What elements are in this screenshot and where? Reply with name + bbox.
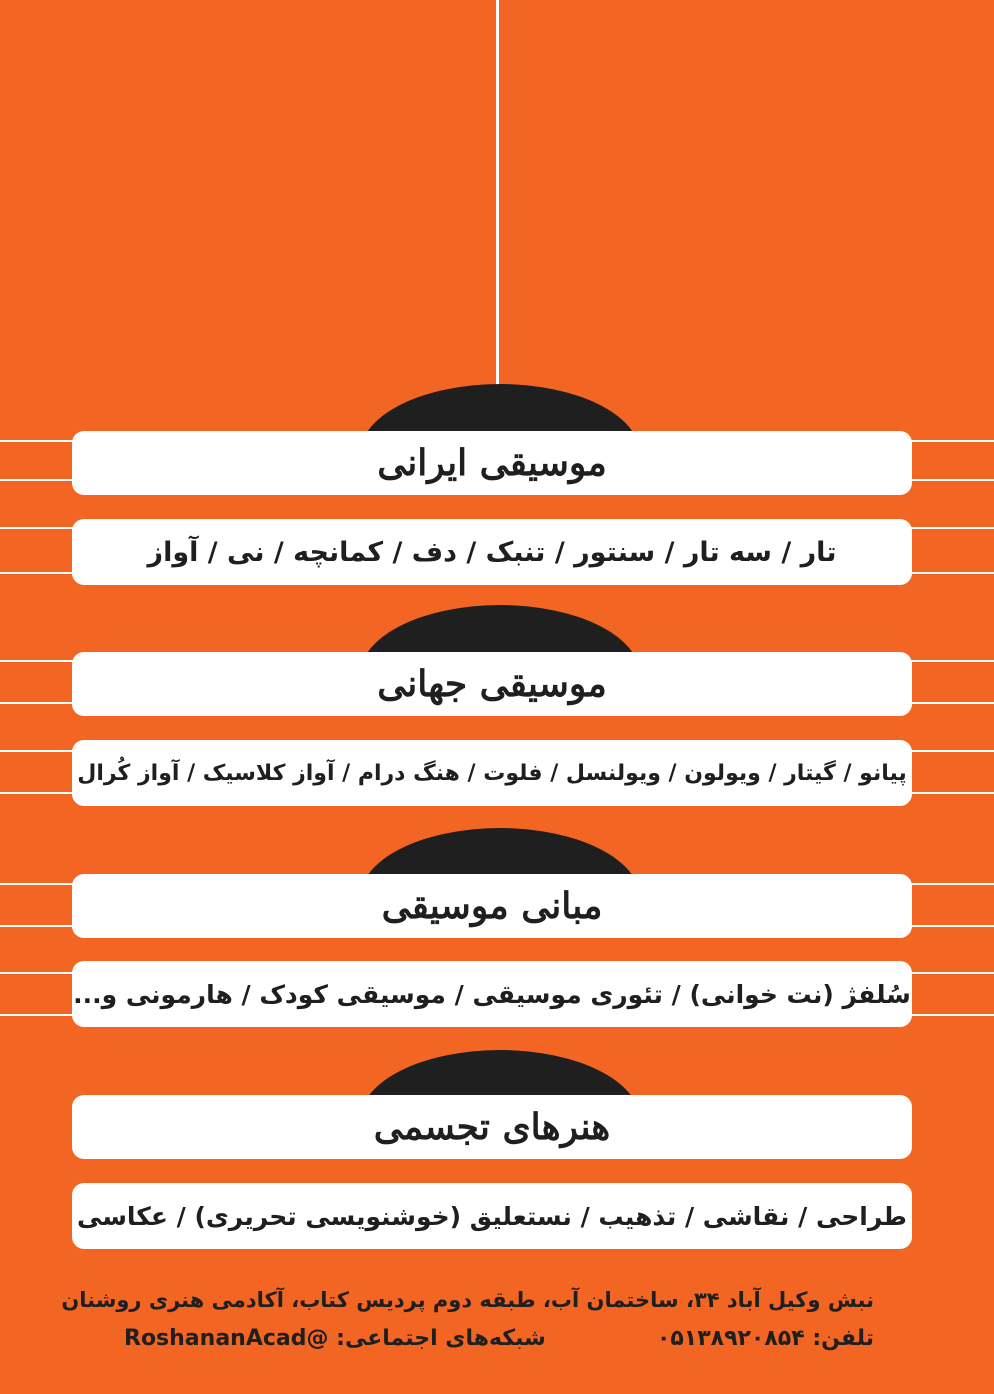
section-items-box	[72, 961, 912, 1027]
vertical-string-line	[496, 0, 499, 392]
section-title: مبانی موسیقی	[381, 885, 603, 927]
section-title: هنرهای تجسمی	[373, 1106, 611, 1148]
section-items: تار / سه تار / سنتور / تنبک / دف / کمانچه / نی / آواز	[147, 536, 837, 568]
section-title-box	[72, 431, 912, 495]
section-title: موسیقی جهانی	[377, 663, 607, 705]
section-title-box	[72, 652, 912, 716]
section-items-box	[72, 1183, 912, 1249]
section-title-box	[72, 874, 912, 938]
section-title-box	[72, 1095, 912, 1159]
phone-text: تلفن: ۰۵۱۳۸۹۲۰۸۵۴	[656, 1326, 874, 1351]
section-title: موسیقی ایرانی	[377, 442, 607, 484]
social-text: شبکه‌های اجتماعی: @RoshananAcad	[124, 1326, 546, 1351]
section-items: طراحی / نقاشی / تذهیب / نستعلیق (خوشنویسی تحریری) / عکاسی	[77, 1201, 907, 1231]
section-items: پیانو / گیتار / ویولون / ویولنسل / فلوت / هنگ درام / آواز کلاسیک / آواز کُرال	[77, 760, 907, 786]
address-text: نبش وکیل آباد ۳۴، ساختمان آب، طبقه دوم پردیس کتاب، آکادمی هنری روشنان	[61, 1288, 874, 1312]
section-items-box	[72, 740, 912, 806]
section-items: سُلفژ (نت خوانی) / تئوری موسیقی / موسیقی کودک / هارمونی و...	[73, 979, 911, 1009]
section-items-box	[72, 519, 912, 585]
